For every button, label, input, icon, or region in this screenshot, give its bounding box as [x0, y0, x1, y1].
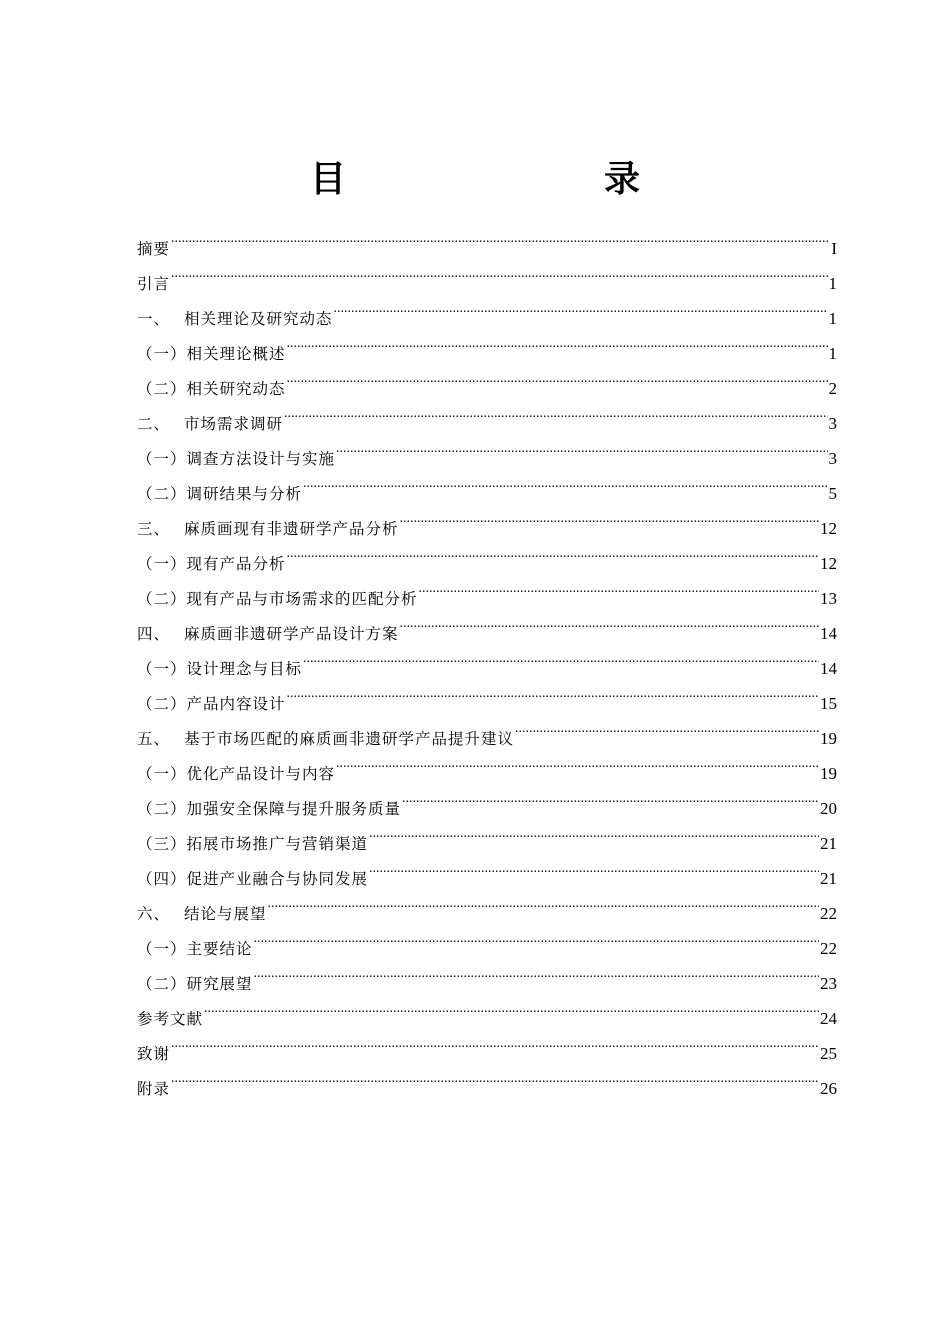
toc-entry[interactable] [137, 1059, 837, 1098]
toc-entry-text: 参考文献 [137, 1010, 204, 1028]
toc-entry-label [137, 547, 286, 582]
toc-entry-page-number: I [831, 239, 837, 258]
toc-dot-leader [334, 289, 828, 324]
toc-entry[interactable] [137, 1024, 837, 1063]
toc-entry-number: （一） [137, 940, 187, 958]
toc-dot-leader [336, 744, 819, 779]
toc-dot-leader [171, 1059, 819, 1094]
toc-entry-number: 四、 [137, 625, 171, 643]
toc-entry-label [137, 652, 302, 687]
toc-entry-text: 附录 [137, 1080, 171, 1098]
toc-entry-number: （四） [137, 870, 187, 888]
toc-list [137, 219, 837, 1098]
toc-entry-label [137, 757, 335, 792]
toc-dot-leader [287, 534, 819, 569]
toc-entry-number: （二） [137, 695, 187, 713]
toc-entry-number: （一） [137, 345, 187, 363]
toc-entry-text: 致谢 [137, 1045, 171, 1063]
toc-dot-leader [171, 1024, 819, 1059]
toc-entry-text: 调研结果与分析 [186, 485, 303, 503]
toc-entry-text: 拓展市场推广与营销渠道 [186, 835, 369, 853]
toc-dot-leader [254, 919, 819, 954]
toc-entry-text: 研究展望 [186, 975, 253, 993]
toc-entry-page-number: 22 [820, 904, 837, 923]
toc-entry-text: 促进产业融合与协同发展 [186, 870, 369, 888]
toc-entry-text: 加强安全保障与提升服务质量 [186, 800, 402, 818]
toc-entry-number: 六、 [137, 905, 171, 923]
toc-entry-number: 一、 [137, 310, 171, 328]
toc-entry-number: 三、 [137, 520, 171, 538]
toc-dot-leader [284, 394, 827, 429]
toc-entry[interactable] [137, 254, 837, 293]
toc-entry-page-number: 19 [820, 764, 837, 783]
toc-entry-label [137, 792, 401, 827]
toc-dot-leader [171, 219, 830, 254]
toc-entry-page-number: 1 [828, 344, 837, 363]
toc-entry-label [137, 267, 170, 302]
toc-entry-page-number: 1 [828, 309, 837, 328]
toc-entry-page-number: 14 [820, 659, 837, 678]
toc-dot-leader [204, 989, 819, 1024]
toc-dot-leader [369, 849, 819, 884]
toc-entry-page-number: 12 [820, 554, 837, 573]
toc-entry-label [137, 407, 283, 442]
toc-entry-number: （二） [137, 485, 187, 503]
toc-entry-label [137, 932, 253, 967]
toc-dot-leader [303, 639, 819, 674]
toc-entry-text: 相关理论及研究动态 [184, 310, 333, 328]
toc-entry-label [137, 897, 267, 932]
toc-entry-text: 基于市场匹配的麻质画非遗研学产品提升建议 [184, 730, 515, 748]
toc-dot-leader [400, 499, 819, 534]
toc-entry-label [137, 687, 286, 722]
toc-entry[interactable] [137, 219, 837, 258]
toc-entry-number: 五、 [137, 730, 171, 748]
toc-entry-page-number: 21 [820, 834, 837, 853]
toc-entry-label [137, 1037, 170, 1072]
toc-dot-leader [171, 254, 827, 289]
toc-entry-label [137, 582, 418, 617]
toc-dot-leader [303, 464, 827, 499]
toc-entry-text: 市场需求调研 [184, 415, 284, 433]
toc-entry-label [137, 372, 286, 407]
toc-entry-number: （一） [137, 450, 187, 468]
toc-entry-label [137, 477, 302, 512]
toc-dot-leader [287, 359, 828, 394]
toc-entry-label [137, 1072, 170, 1107]
toc-entry-text: 摘要 [137, 240, 171, 258]
toc-entry-label [137, 232, 170, 267]
toc-entry-text: 结论与展望 [184, 905, 267, 923]
toc-dot-leader [254, 954, 819, 989]
toc-entry-page-number: 3 [828, 414, 837, 433]
toc-dot-leader [336, 429, 827, 464]
toc-entry-page-number: 3 [828, 449, 837, 468]
toc-entry-page-number: 13 [820, 589, 837, 608]
toc-entry-page-number: 5 [828, 484, 837, 503]
toc-entry-page-number: 14 [820, 624, 837, 643]
toc-entry-page-number: 20 [820, 799, 837, 818]
toc-dot-leader [268, 884, 819, 919]
toc-entry-text: 相关理论概述 [186, 345, 286, 363]
toc-title: 目 录 [309, 159, 702, 200]
toc-entry-number: （一） [137, 765, 187, 783]
toc-dot-leader [287, 674, 819, 709]
toc-entry-number: （一） [137, 660, 187, 678]
toc-entry-number: （二） [137, 975, 187, 993]
toc-entry-number: （三） [137, 835, 187, 853]
toc-entry-number: 二、 [137, 415, 171, 433]
toc-dot-leader [402, 779, 819, 814]
toc-dot-leader [287, 324, 828, 359]
toc-entry-number: （一） [137, 555, 187, 573]
toc-entry-text: 调查方法设计与实施 [186, 450, 336, 468]
toc-entry-page-number: 22 [820, 939, 837, 958]
toc-entry-page-number: 23 [820, 974, 837, 993]
toc-dot-leader [419, 569, 819, 604]
toc-entry-page-number: 1 [828, 274, 837, 293]
toc-entry-page-number: 19 [820, 729, 837, 748]
toc-entry-text: 现有产品与市场需求的匹配分析 [186, 590, 418, 608]
toc-entry-page-number: 26 [820, 1079, 837, 1098]
toc-entry-text: 麻质画非遗研学产品设计方案 [184, 625, 399, 643]
toc-entry-text: 产品内容设计 [186, 695, 286, 713]
toc-entry[interactable] [137, 289, 837, 328]
toc-entry-page-number: 12 [820, 519, 837, 538]
toc-entry-page-number: 25 [820, 1044, 837, 1063]
toc-entry-number: （二） [137, 590, 187, 608]
toc-entry-text: 引言 [137, 275, 171, 293]
toc-dot-leader [515, 709, 819, 744]
toc-entry-page-number: 21 [820, 869, 837, 888]
toc-entry-label [137, 827, 368, 862]
toc-entry-number: （二） [137, 800, 187, 818]
toc-entry-text: 麻质画现有非遗研学产品分析 [184, 520, 399, 538]
toc-entry-number: （二） [137, 380, 187, 398]
toc-entry-text: 设计理念与目标 [186, 660, 303, 678]
toc-entry-text: 相关研究动态 [186, 380, 286, 398]
toc-entry-page-number: 24 [820, 1009, 837, 1028]
toc-entry-text: 优化产品设计与内容 [186, 765, 336, 783]
toc-dot-leader [369, 814, 819, 849]
toc-entry-page-number: 2 [828, 379, 837, 398]
toc-entry-text: 主要结论 [186, 940, 253, 958]
toc-entry-label [137, 337, 286, 372]
toc-entry-text: 现有产品分析 [186, 555, 286, 573]
toc-entry-page-number: 15 [820, 694, 837, 713]
toc-dot-leader [400, 604, 819, 639]
toc-entry[interactable] [137, 989, 837, 1028]
